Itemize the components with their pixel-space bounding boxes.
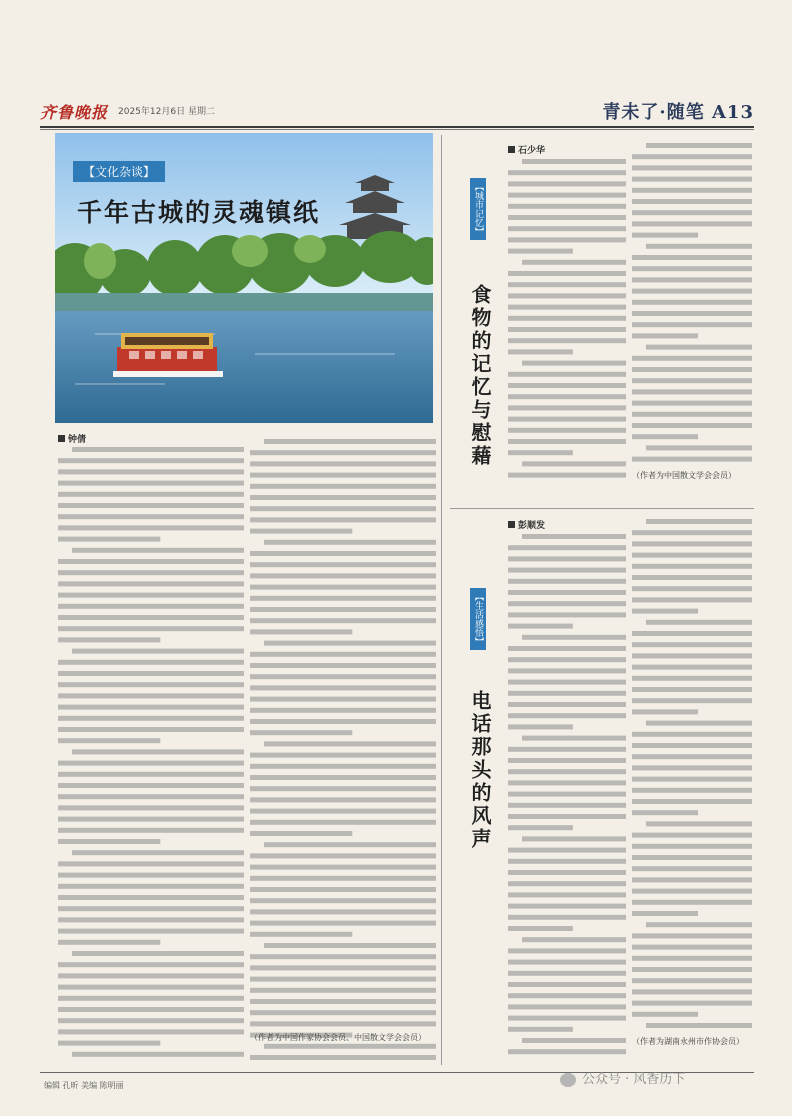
byline-square-icon xyxy=(508,521,515,528)
story3-author-note: （作者为湖南永州市作协会员） xyxy=(632,1037,744,1046)
header-rule-thin xyxy=(40,129,754,130)
story2-body-column-1 xyxy=(508,156,626,486)
wechat-icon xyxy=(560,1073,576,1087)
greeked-text-lines xyxy=(250,436,436,1064)
lead-body-column-2 xyxy=(250,436,436,1064)
greeked-text-lines xyxy=(508,531,626,1066)
story2-author-note: （作者为中国散文学会会员） xyxy=(632,471,736,480)
story2-body-column-2 xyxy=(632,140,752,470)
byline-square-icon xyxy=(508,146,515,153)
masthead xyxy=(40,100,754,124)
footer-credits: 编辑 孔昕 美编 陈明丽 xyxy=(44,1081,124,1090)
issue-date: 2025年12月6日 星期二 xyxy=(118,107,215,117)
lead-body-column-1 xyxy=(58,444,244,1064)
story-divider xyxy=(450,508,754,509)
greeked-text-lines xyxy=(58,444,244,1064)
story3-tag: 【生活感悟】 xyxy=(470,588,486,650)
lead-tag: 【文化杂谈】 xyxy=(73,161,165,182)
lead-author-note: （作者为中国作家协会会员、中国散文学会会员） xyxy=(250,1033,426,1042)
story2-tag: 【城市记忆】 xyxy=(470,178,486,240)
story3-headline: 电话那头的风声 xyxy=(468,690,492,851)
watermark: 公众号 · 风香历下 xyxy=(560,1068,685,1087)
story3-body-column-1 xyxy=(508,531,626,1066)
lead-headline: 千年古城的灵魂镇纸 xyxy=(77,198,321,227)
lead-photo xyxy=(55,133,433,423)
byline-square-icon xyxy=(58,435,65,442)
greeked-text-lines xyxy=(508,156,626,486)
story2-headline: 食物的记忆与慰藉 xyxy=(468,284,492,468)
story2-byline: 石少华 xyxy=(508,143,545,156)
header-rule xyxy=(40,126,754,128)
column-divider xyxy=(441,135,442,1065)
greeked-text-lines xyxy=(632,516,752,1032)
paper-name: 齐鲁晚报 xyxy=(40,103,109,122)
lead-byline: 钟倩 xyxy=(58,432,86,445)
story3-body-column-2 xyxy=(632,516,752,1032)
greeked-text-lines xyxy=(632,140,752,470)
story3-byline: 彭顺发 xyxy=(508,518,545,531)
section-title: 青未了·随笔 A13 xyxy=(602,102,754,123)
